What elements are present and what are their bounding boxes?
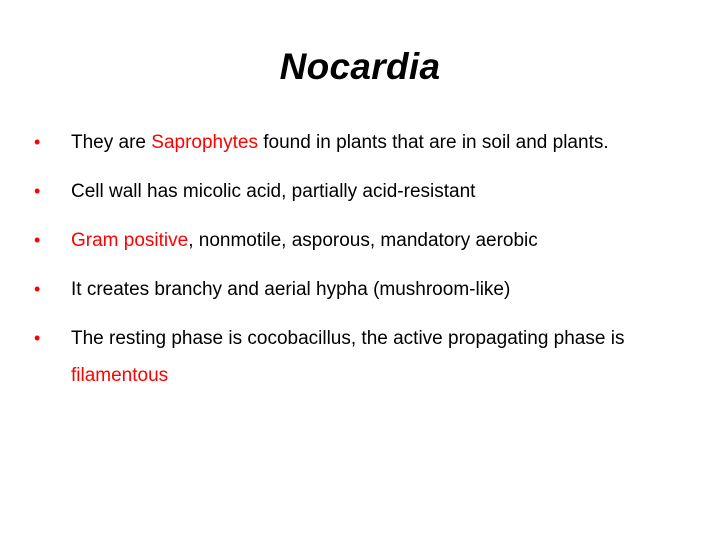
bullet-text: , nonmotile, asporous, mandatory aerobic [188,230,538,251]
bullet-text: found in plants that are in soil and plants. [257,132,609,153]
bullet-text: They are [71,132,152,153]
slide-title: Nocardia [279,46,441,87]
bullet-item [34,271,684,308]
highlight-term: Saprophytes [151,132,258,153]
bullet-dot-icon: • [34,328,41,348]
bullet-text: It creates branchy and aerial hypha (mushroom-like) [71,279,511,300]
bullet-dot-icon: • [34,230,41,250]
bullet-item [34,222,684,259]
bullet-text: Cell wall has micolic acid, partially acid-resistant [71,181,476,202]
bullet-list [34,124,684,406]
bullet-dot-icon: • [34,132,41,152]
bullet-item [34,320,684,394]
bullet-item [34,124,684,161]
bullet-dot-icon: • [34,279,41,299]
bullet-text: The resting phase is cocobacillus, the active propagating phase is [71,328,625,349]
bullet-item [34,173,684,210]
bullet-dot-icon: • [34,181,41,201]
highlight-term: filamentous [71,365,169,386]
highlight-term: Gram positive [71,230,189,251]
